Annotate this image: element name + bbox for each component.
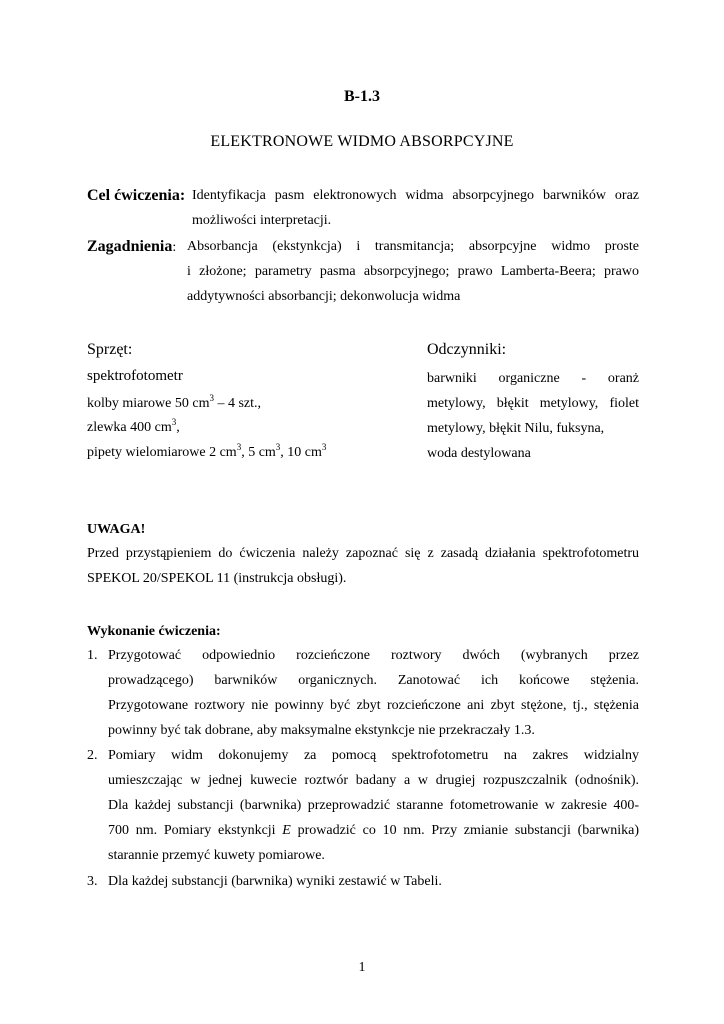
list-item-2-line-4-a: 700 nm. Pomiary ekstynkcji (108, 823, 283, 838)
list-item-2-line-1: Pomiary widm dokonujemy za pomocą spektrofotometru na zakres widzialny (108, 748, 639, 763)
uwaga-line-2: SPEKOL 20/SPEKOL 11 (instrukcja obsługi). (87, 571, 347, 586)
cel-text (192, 183, 639, 233)
odczynniki-heading: Odczynniki: (427, 341, 507, 358)
list-item-2-line-2: umieszczając w jednej kuwecie roztwór badany a w drugiej rozpuszczalnik (odnośnik). (108, 773, 639, 788)
list-item-3-text (108, 869, 639, 894)
sprzet-item-4-mid: , 5 cm (241, 445, 276, 460)
list-item-3-line-1: Dla każdej substancji (barwnika) wyniki zestawić w Tabeli. (108, 874, 442, 889)
sprzet-item-4-sup-3: 3 (321, 442, 327, 452)
sprzet-item-3-sup: 3 (171, 417, 177, 427)
list-item-2-number: 2. (87, 748, 98, 763)
list-item-1-line-3: Przygotowane roztwory nie powinny być zbyt rozcieńczone ani zbyt stężone, tj., stężenia (108, 698, 639, 713)
list-item-2-line-3: Dla każdej substancji (barwnika) przeprowadzić staranne fotometrowanie w zakresie 400- (108, 798, 639, 813)
list-item-3-number: 3. (87, 874, 98, 889)
list-item-1-text (108, 643, 639, 743)
exercise-code: B-1.3 (344, 88, 380, 105)
sprzet-item-2-sup: 3 (209, 393, 214, 403)
odczynniki-list (427, 366, 639, 466)
sprzet-item-3-text: zlewka 400 cm (87, 420, 172, 435)
sprzet-item-2-text: kolby miarowe 50 cm (87, 396, 210, 411)
document-title: ELEKTRONOWE WIDMO ABSORPCYJNE (210, 133, 514, 150)
sprzet-item-4 (87, 442, 327, 461)
uwaga-text (87, 541, 639, 591)
uwaga-heading: UWAGA! (87, 522, 146, 537)
sprzet-item-4-sup-1: 3 (236, 442, 242, 452)
list-item-2-text (108, 743, 639, 868)
sprzet-item-3-rest: , (176, 420, 180, 435)
list-item-2-line-4 (108, 818, 639, 843)
sprzet-item-4-text: pipety wielomiarowe 2 cm (87, 445, 237, 460)
sprzet-item-3 (87, 417, 180, 436)
sprzet-heading: Sprzęt: (87, 341, 133, 358)
sprzet-item-2-rest: – 4 szt., (213, 396, 262, 411)
cel-line-2: możliwości interpretacji. (192, 213, 332, 228)
zagadnienia-line-2: i złożone; parametry pasma absorpcyjnego; prawo Lamberta-Beera; prawo (187, 264, 639, 279)
sprzet-item-2 (87, 393, 262, 412)
zagadnienia-line-3: addytywności absorbancji; dekonwolucja widma (187, 289, 461, 304)
uwaga-line-1: Przed przystąpieniem do ćwiczenia należy zapoznać się z zasadą działania spektrofotometru (87, 546, 639, 561)
page-number: 1 (358, 960, 366, 975)
zagadnienia-label-wrap (87, 234, 176, 260)
list-item-1-line-1: Przygotować odpowiednio rozcieńczone roztwory dwóch (wybranych przez (108, 648, 639, 663)
sprzet-item-1: spektrofotometr (87, 368, 183, 384)
list-item-1-number: 1. (87, 648, 98, 663)
zagadnienia-colon: : (172, 240, 177, 255)
list-item-1-line-2: prowadzącego) barwników organicznych. Zanotować ich końcowe stężenia. (108, 673, 639, 688)
zagadnienia-label: Zagadnienia (87, 238, 173, 255)
cel-line-1: Identyfikacja pasm elektronowych widma absorpcyjnego barwników oraz (192, 188, 639, 203)
odczynniki-line-1: barwniki organiczne - oranż (427, 371, 639, 386)
sprzet-item-4-sup-2: 3 (275, 442, 281, 452)
list-item-2-symbol-e: E (282, 823, 291, 838)
list-item-2-line-4-b: prowadzić co 10 nm. Przy zmianie substancji (barwnika) (290, 823, 639, 838)
zagadnienia-line-1: Absorbancja (ekstynkcja) i transmitancja; absorpcyjne widmo proste (187, 239, 639, 254)
odczynniki-line-4: woda destylowana (427, 446, 531, 461)
list-item-2-line-5: starannie przemyć kuwety pomiarowe. (108, 848, 325, 863)
sprzet-item-4-end: , 10 cm (280, 445, 322, 460)
cel-label: Cel ćwiczenia: (87, 187, 186, 204)
list-item-1-line-4: powinny być tak dobrane, aby maksymalne ekstynkcje nie przekraczały 1.3. (108, 723, 535, 738)
zagadnienia-text (187, 234, 639, 309)
wykonanie-heading: Wykonanie ćwiczenia: (87, 624, 221, 639)
odczynniki-line-2: metylowy, błękit metylowy, fiolet (427, 396, 639, 411)
odczynniki-line-3: metylowy, błękit Nilu, fuksyna, (427, 421, 605, 436)
